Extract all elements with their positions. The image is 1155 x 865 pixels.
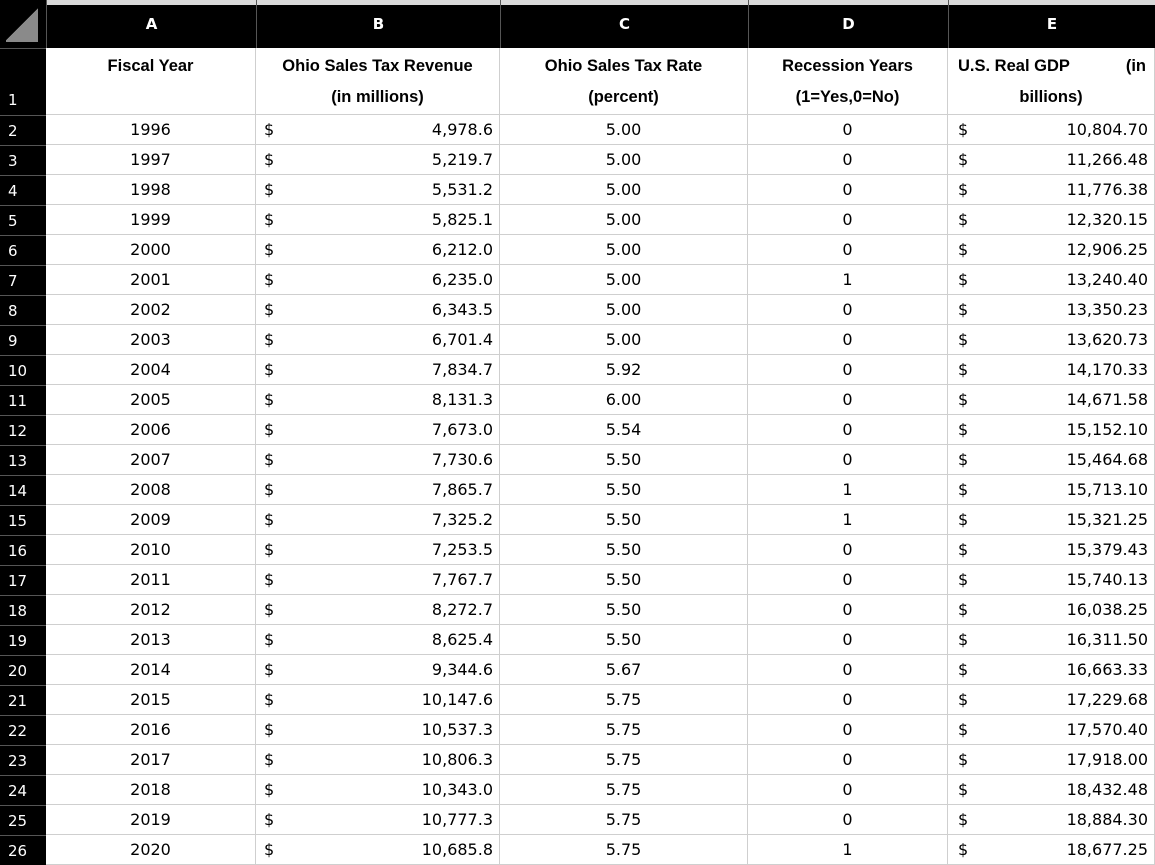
header-recession-line1: Recession Years [782, 57, 913, 75]
cell-fiscal-year[interactable]: 2001 [46, 265, 256, 295]
currency-symbol: $ [958, 810, 969, 829]
currency-symbol: $ [958, 330, 969, 349]
currency-symbol: $ [958, 120, 969, 139]
currency-symbol: $ [958, 630, 969, 649]
real-gdp-value: 13,240.40 [1066, 270, 1148, 289]
real-gdp-value: 14,170.33 [1066, 360, 1148, 379]
cell-recession[interactable]: 0 [748, 655, 948, 685]
cell-fiscal-year[interactable]: 2009 [46, 505, 256, 535]
cell-fiscal-year[interactable]: 2008 [46, 475, 256, 505]
cell-tax-rate[interactable]: 5.50 [500, 475, 748, 505]
tax-revenue-value: 6,701.4 [431, 330, 493, 349]
cell-tax-revenue[interactable] [256, 535, 500, 565]
cell-recession[interactable]: 1 [748, 505, 948, 535]
real-gdp-value: 18,432.48 [1066, 780, 1148, 799]
cell-tax-revenue[interactable] [256, 445, 500, 475]
currency-symbol: $ [264, 810, 275, 829]
cell-fiscal-year[interactable]: 2003 [46, 325, 256, 355]
currency-symbol: $ [264, 480, 275, 499]
cell-real-gdp[interactable] [948, 415, 1155, 445]
header-tax-revenue-line2: (in millions) [331, 88, 424, 106]
row-header[interactable]: 14 [0, 475, 46, 505]
row-header[interactable]: 6 [0, 235, 46, 265]
header-real-gdp-line1: U.S. Real GDP [958, 57, 1070, 75]
currency-symbol: $ [958, 600, 969, 619]
cell-tax-revenue[interactable] [256, 595, 500, 625]
currency-symbol: $ [958, 300, 969, 319]
cell-fiscal-year[interactable]: 2000 [46, 235, 256, 265]
cell-tax-rate[interactable]: 5.67 [500, 655, 748, 685]
cell-fiscal-year[interactable]: 2015 [46, 685, 256, 715]
cell-tax-revenue[interactable] [256, 715, 500, 745]
cell-recession[interactable]: 0 [748, 445, 948, 475]
tax-revenue-value: 6,212.0 [431, 240, 493, 259]
tax-revenue-value: 7,834.7 [431, 360, 493, 379]
currency-symbol: $ [264, 150, 275, 169]
cell-recession[interactable]: 0 [748, 415, 948, 445]
header-tax-rate[interactable] [500, 48, 748, 115]
cell-real-gdp[interactable] [948, 235, 1155, 265]
cell-recession[interactable]: 0 [748, 175, 948, 205]
currency-symbol: $ [264, 540, 275, 559]
tax-revenue-value: 7,253.5 [431, 540, 493, 559]
cell-real-gdp[interactable] [948, 595, 1155, 625]
tax-revenue-value: 10,147.6 [421, 690, 493, 709]
row-header[interactable]: 25 [0, 805, 46, 835]
cell-tax-rate[interactable]: 6.00 [500, 385, 748, 415]
currency-symbol: $ [264, 330, 275, 349]
currency-symbol: $ [264, 180, 275, 199]
tax-revenue-value: 9,344.6 [431, 660, 493, 679]
cell-fiscal-year[interactable]: 2005 [46, 385, 256, 415]
header-real-gdp[interactable] [948, 48, 1155, 115]
cell-tax-revenue[interactable] [256, 115, 500, 145]
currency-symbol: $ [264, 300, 275, 319]
currency-symbol: $ [958, 450, 969, 469]
cell-tax-rate[interactable]: 5.75 [500, 685, 748, 715]
row-header[interactable]: 18 [0, 595, 46, 625]
tax-revenue-value: 7,767.7 [431, 570, 493, 589]
cell-fiscal-year[interactable]: 1998 [46, 175, 256, 205]
cell-recession[interactable]: 1 [748, 835, 948, 865]
cell-recession[interactable]: 1 [748, 265, 948, 295]
row-header[interactable]: 20 [0, 655, 46, 685]
real-gdp-value: 13,620.73 [1066, 330, 1148, 349]
tax-revenue-value: 8,272.7 [431, 600, 493, 619]
header-tax-revenue[interactable] [256, 48, 500, 115]
cell-tax-revenue[interactable] [256, 655, 500, 685]
tax-revenue-value: 8,131.3 [431, 390, 493, 409]
cell-recession[interactable]: 0 [748, 535, 948, 565]
column-header-e[interactable]: E [948, 0, 1155, 48]
currency-symbol: $ [958, 540, 969, 559]
real-gdp-value: 17,570.40 [1066, 720, 1148, 739]
row-header[interactable]: 7 [0, 265, 46, 295]
currency-symbol: $ [264, 630, 275, 649]
cell-tax-revenue[interactable] [256, 835, 500, 865]
column-header-d[interactable]: D [748, 0, 948, 48]
cell-real-gdp[interactable] [948, 715, 1155, 745]
row-header[interactable]: 15 [0, 505, 46, 535]
tax-revenue-value: 5,219.7 [431, 150, 493, 169]
currency-symbol: $ [958, 780, 969, 799]
real-gdp-value: 15,740.13 [1066, 570, 1148, 589]
cell-tax-revenue[interactable] [256, 745, 500, 775]
currency-symbol: $ [958, 570, 969, 589]
real-gdp-value: 12,906.25 [1066, 240, 1148, 259]
currency-symbol: $ [958, 210, 969, 229]
select-all-icon [6, 6, 38, 42]
currency-symbol: $ [958, 150, 969, 169]
cell-tax-rate[interactable]: 5.54 [500, 415, 748, 445]
tax-revenue-value: 10,685.8 [421, 840, 493, 859]
cell-tax-revenue[interactable] [256, 325, 500, 355]
cell-tax-revenue[interactable] [256, 475, 500, 505]
cell-tax-rate[interactable]: 5.75 [500, 715, 748, 745]
row-header[interactable]: 4 [0, 175, 46, 205]
cell-real-gdp[interactable] [948, 385, 1155, 415]
real-gdp-value: 16,038.25 [1066, 600, 1148, 619]
cell-real-gdp[interactable] [948, 775, 1155, 805]
real-gdp-value: 16,311.50 [1066, 630, 1148, 649]
cell-tax-revenue[interactable] [256, 355, 500, 385]
row-header[interactable]: 13 [0, 445, 46, 475]
cell-tax-rate[interactable]: 5.50 [500, 445, 748, 475]
cell-recession[interactable]: 1 [748, 475, 948, 505]
cell-tax-revenue[interactable] [256, 175, 500, 205]
currency-symbol: $ [958, 660, 969, 679]
cell-real-gdp[interactable] [948, 355, 1155, 385]
cell-fiscal-year[interactable]: 2007 [46, 445, 256, 475]
cell-recession[interactable]: 0 [748, 745, 948, 775]
cell-fiscal-year[interactable]: 2016 [46, 715, 256, 745]
cell-fiscal-year[interactable]: 2019 [46, 805, 256, 835]
tax-revenue-value: 6,343.5 [431, 300, 493, 319]
cell-tax-rate[interactable]: 5.00 [500, 295, 748, 325]
cell-tax-rate[interactable]: 5.75 [500, 835, 748, 865]
cell-recession[interactable]: 0 [748, 115, 948, 145]
real-gdp-value: 15,464.68 [1066, 450, 1148, 469]
cell-real-gdp[interactable] [948, 685, 1155, 715]
real-gdp-value: 17,229.68 [1066, 690, 1148, 709]
cell-fiscal-year[interactable]: 2010 [46, 535, 256, 565]
row-header[interactable]: 26 [0, 835, 46, 865]
row-header[interactable]: 22 [0, 715, 46, 745]
header-tax-revenue-line1: Ohio Sales Tax Revenue [282, 57, 473, 75]
cell-tax-revenue[interactable] [256, 625, 500, 655]
currency-symbol: $ [264, 510, 275, 529]
cell-real-gdp[interactable] [948, 505, 1155, 535]
currency-symbol: $ [264, 450, 275, 469]
currency-symbol: $ [264, 600, 275, 619]
cell-tax-revenue[interactable] [256, 775, 500, 805]
cell-tax-rate[interactable]: 5.00 [500, 265, 748, 295]
tax-revenue-value: 8,625.4 [431, 630, 493, 649]
tax-revenue-value: 6,235.0 [431, 270, 493, 289]
cell-real-gdp[interactable] [948, 445, 1155, 475]
tax-revenue-value: 10,343.0 [421, 780, 493, 799]
cell-tax-revenue[interactable] [256, 235, 500, 265]
currency-symbol: $ [264, 270, 275, 289]
tax-revenue-value: 7,673.0 [431, 420, 493, 439]
cell-tax-revenue[interactable] [256, 145, 500, 175]
header-fiscal-year-line1: Fiscal Year [107, 57, 194, 75]
cell-recession[interactable]: 0 [748, 565, 948, 595]
cell-real-gdp[interactable] [948, 805, 1155, 835]
row-header[interactable]: 5 [0, 205, 46, 235]
real-gdp-value: 15,321.25 [1066, 510, 1148, 529]
row-header[interactable]: 10 [0, 355, 46, 385]
row-header[interactable]: 17 [0, 565, 46, 595]
cell-tax-rate[interactable]: 5.00 [500, 175, 748, 205]
cell-tax-revenue[interactable] [256, 805, 500, 835]
cell-tax-revenue[interactable] [256, 685, 500, 715]
cell-tax-revenue[interactable] [256, 505, 500, 535]
cell-real-gdp[interactable] [948, 115, 1155, 145]
cell-tax-rate[interactable]: 5.50 [500, 505, 748, 535]
cell-recession[interactable]: 0 [748, 295, 948, 325]
cell-tax-revenue[interactable] [256, 415, 500, 445]
cell-tax-revenue[interactable] [256, 295, 500, 325]
real-gdp-value: 11,776.38 [1066, 180, 1148, 199]
row-header-1[interactable]: 1 [0, 48, 46, 115]
cell-tax-rate[interactable]: 5.00 [500, 205, 748, 235]
cell-fiscal-year[interactable]: 1999 [46, 205, 256, 235]
tax-revenue-value: 10,537.3 [421, 720, 493, 739]
cell-tax-rate[interactable]: 5.00 [500, 115, 748, 145]
cell-recession[interactable]: 0 [748, 145, 948, 175]
cell-tax-rate[interactable]: 5.75 [500, 775, 748, 805]
column-header-c[interactable]: C [500, 0, 748, 48]
row-header[interactable]: 3 [0, 145, 46, 175]
real-gdp-value: 10,804.70 [1066, 120, 1148, 139]
column-header-a[interactable]: A [46, 0, 256, 48]
row-header[interactable]: 2 [0, 115, 46, 145]
cell-real-gdp[interactable] [948, 655, 1155, 685]
currency-symbol: $ [264, 420, 275, 439]
cell-tax-rate[interactable]: 5.00 [500, 325, 748, 355]
currency-symbol: $ [264, 210, 275, 229]
cell-real-gdp[interactable] [948, 325, 1155, 355]
cell-tax-rate[interactable]: 5.00 [500, 145, 748, 175]
row-header[interactable]: 9 [0, 325, 46, 355]
currency-symbol: $ [958, 180, 969, 199]
currency-symbol: $ [958, 690, 969, 709]
cell-fiscal-year[interactable]: 2006 [46, 415, 256, 445]
cell-recession[interactable]: 0 [748, 625, 948, 655]
cell-tax-rate[interactable]: 5.00 [500, 235, 748, 265]
cell-real-gdp[interactable] [948, 145, 1155, 175]
tax-revenue-value: 7,325.2 [431, 510, 493, 529]
row-header[interactable]: 12 [0, 415, 46, 445]
currency-symbol: $ [264, 360, 275, 379]
cell-fiscal-year[interactable]: 2018 [46, 775, 256, 805]
currency-symbol: $ [264, 690, 275, 709]
real-gdp-value: 16,663.33 [1066, 660, 1148, 679]
select-all-corner[interactable] [0, 0, 46, 48]
cell-tax-revenue[interactable] [256, 205, 500, 235]
currency-symbol: $ [264, 750, 275, 769]
cell-tax-revenue[interactable] [256, 565, 500, 595]
real-gdp-value: 15,713.10 [1066, 480, 1148, 499]
cell-real-gdp[interactable] [948, 835, 1155, 865]
currency-symbol: $ [264, 570, 275, 589]
currency-symbol: $ [264, 390, 275, 409]
cell-tax-rate[interactable]: 5.75 [500, 745, 748, 775]
cell-fiscal-year[interactable]: 2017 [46, 745, 256, 775]
tax-revenue-value: 10,777.3 [421, 810, 493, 829]
currency-symbol: $ [264, 120, 275, 139]
real-gdp-value: 12,320.15 [1066, 210, 1148, 229]
tax-revenue-value: 5,531.2 [431, 180, 493, 199]
cell-recession[interactable]: 0 [748, 325, 948, 355]
row-header[interactable]: 23 [0, 745, 46, 775]
cell-real-gdp[interactable] [948, 295, 1155, 325]
cell-recession[interactable]: 0 [748, 805, 948, 835]
tax-revenue-value: 5,825.1 [431, 210, 493, 229]
row-header[interactable]: 19 [0, 625, 46, 655]
cell-real-gdp[interactable] [948, 745, 1155, 775]
real-gdp-value: 15,152.10 [1066, 420, 1148, 439]
header-tax-rate-line1: Ohio Sales Tax Rate [544, 57, 703, 75]
currency-symbol: $ [958, 240, 969, 259]
header-recession[interactable] [748, 48, 948, 115]
header-real-gdp-line2: billions) [1019, 88, 1083, 106]
tax-revenue-value: 7,865.7 [431, 480, 493, 499]
currency-symbol: $ [264, 720, 275, 739]
cell-real-gdp[interactable] [948, 565, 1155, 595]
header-real-gdp-unit: (in [1125, 57, 1146, 75]
currency-symbol: $ [264, 660, 275, 679]
tax-revenue-value: 4,978.6 [431, 120, 493, 139]
row-header[interactable]: 11 [0, 385, 46, 415]
real-gdp-value: 18,884.30 [1066, 810, 1148, 829]
cell-fiscal-year[interactable]: 1997 [46, 145, 256, 175]
column-header-b[interactable]: B [256, 0, 500, 48]
currency-symbol: $ [958, 840, 969, 859]
header-recession-line2: (1=Yes,0=No) [795, 88, 900, 106]
currency-symbol: $ [264, 780, 275, 799]
cell-recession[interactable]: 0 [748, 595, 948, 625]
cell-tax-revenue[interactable] [256, 385, 500, 415]
cell-real-gdp[interactable] [948, 475, 1155, 505]
currency-symbol: $ [958, 360, 969, 379]
real-gdp-value: 18,677.25 [1066, 840, 1148, 859]
row-header[interactable]: 21 [0, 685, 46, 715]
currency-symbol: $ [958, 510, 969, 529]
cell-recession[interactable]: 0 [748, 775, 948, 805]
currency-symbol: $ [264, 840, 275, 859]
cell-real-gdp[interactable] [948, 265, 1155, 295]
real-gdp-value: 11,266.48 [1066, 150, 1148, 169]
real-gdp-value: 17,918.00 [1066, 750, 1148, 769]
row-header[interactable]: 24 [0, 775, 46, 805]
cell-tax-revenue[interactable] [256, 265, 500, 295]
cell-fiscal-year[interactable]: 2014 [46, 655, 256, 685]
currency-symbol: $ [958, 480, 969, 499]
cell-tax-rate[interactable]: 5.50 [500, 565, 748, 595]
cell-tax-rate[interactable]: 5.50 [500, 625, 748, 655]
cell-recession[interactable]: 0 [748, 385, 948, 415]
cell-tax-rate[interactable]: 5.75 [500, 805, 748, 835]
currency-symbol: $ [958, 750, 969, 769]
cell-fiscal-year[interactable]: 2002 [46, 295, 256, 325]
cell-real-gdp[interactable] [948, 625, 1155, 655]
currency-symbol: $ [958, 420, 969, 439]
header-fiscal-year[interactable] [46, 48, 256, 115]
cell-tax-rate[interactable]: 5.50 [500, 595, 748, 625]
row-header[interactable]: 8 [0, 295, 46, 325]
currency-symbol: $ [958, 720, 969, 739]
cell-fiscal-year[interactable]: 2004 [46, 355, 256, 385]
real-gdp-value: 13,350.23 [1066, 300, 1148, 319]
cell-fiscal-year[interactable]: 2012 [46, 595, 256, 625]
cell-fiscal-year[interactable]: 1996 [46, 115, 256, 145]
cell-recession[interactable]: 0 [748, 685, 948, 715]
cell-recession[interactable]: 0 [748, 715, 948, 745]
header-tax-rate-line2: (percent) [588, 88, 659, 106]
cell-recession[interactable]: 0 [748, 355, 948, 385]
currency-symbol: $ [958, 270, 969, 289]
cell-tax-rate[interactable]: 5.92 [500, 355, 748, 385]
cell-fiscal-year[interactable]: 2013 [46, 625, 256, 655]
cell-real-gdp[interactable] [948, 175, 1155, 205]
tax-revenue-value: 7,730.6 [431, 450, 493, 469]
cell-recession[interactable]: 0 [748, 205, 948, 235]
cell-real-gdp[interactable] [948, 205, 1155, 235]
cell-fiscal-year[interactable]: 2020 [46, 835, 256, 865]
currency-symbol: $ [264, 240, 275, 259]
row-header[interactable]: 16 [0, 535, 46, 565]
cell-real-gdp[interactable] [948, 535, 1155, 565]
cell-fiscal-year[interactable]: 2011 [46, 565, 256, 595]
tax-revenue-value: 10,806.3 [421, 750, 493, 769]
cell-recession[interactable]: 0 [748, 235, 948, 265]
real-gdp-value: 14,671.58 [1066, 390, 1148, 409]
currency-symbol: $ [958, 390, 969, 409]
real-gdp-value: 15,379.43 [1066, 540, 1148, 559]
cell-tax-rate[interactable]: 5.50 [500, 535, 748, 565]
